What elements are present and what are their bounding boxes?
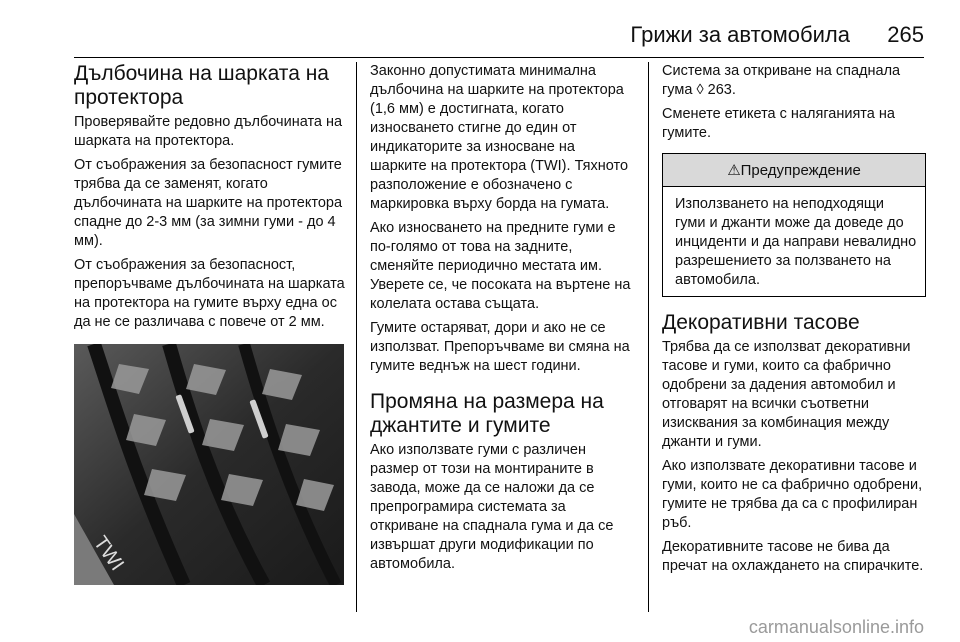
hubcaps-heading: Декоративни тасове xyxy=(662,311,860,334)
section-title: Грижи за автомобила xyxy=(630,22,850,47)
tire-tread-illustration xyxy=(74,344,344,585)
warning-title: ⚠Предупреждение xyxy=(663,154,925,187)
cross-reference-link[interactable]: Система за откриване на спаднала гума ◊ 263. xyxy=(662,63,901,98)
twi-label: TWI xyxy=(88,532,128,575)
column-left xyxy=(74,62,346,585)
wheel-size-heading: Промяна на размера на джантите и гумите xyxy=(370,390,604,437)
header-rule xyxy=(74,57,924,58)
column-middle xyxy=(370,62,634,579)
warning-text: Използването на неподходящи гуми и джанти може да доведе до инциденти и да направи невалидно разрешението за ползването на автомобила. xyxy=(675,196,917,288)
column-right xyxy=(662,62,926,581)
warning-box xyxy=(662,153,926,297)
paragraph: Декоративните тасове не бива да пречат на охлаждането на спирачките. xyxy=(662,539,924,574)
watermark: carmanualsonline.info xyxy=(748,617,924,637)
tread-depth-heading: Дълбочина на шарката на протектора xyxy=(74,62,329,109)
paragraph: Проверявайте редовно дълбочината на шарката на протектора. xyxy=(74,114,343,149)
paragraph: Законно допустимата минимална дълбочина на шарките на протектора (1,6 мм) е достигната, когато износването стигне до един от индикаторите за износване на шарките на протектора (TWI). Тяхното разположение е обозначено с маркировка върху борда на гумата. xyxy=(370,63,629,212)
paragraph: Ако износването на предните гуми е по-голямо от това на задните, сменяйте периодично местата им. Уверете се, че посоката на въртене на колелата остава същата. xyxy=(370,220,631,312)
page-header xyxy=(0,0,960,60)
column-divider-left xyxy=(356,62,357,612)
paragraph: Ако използвате декоративни тасове и гуми, които не са фабрично одобрени, гумите не трябва да са с профилиран ръб. xyxy=(662,458,923,531)
paragraph: Трябва да се използват декоративни тасове и гуми, които са фабрично одобрени за дадения автомобил и отговарят на всички съответни изисквания за комбинация между джанти и гуми. xyxy=(662,339,911,450)
paragraph: Гумите остаряват, дори и ако не се използват. Препоръчваме ви смяна на гумите веднъж на шест години. xyxy=(370,320,630,374)
paragraph: От съображения за безопасност гумите трябва да се заменят, когато дълбочината на шарките на протектора спадне до 2-3 мм (за зимни гуми - до 4 мм). xyxy=(74,157,343,249)
paragraph: Сменете етикета с наляганията на гумите. xyxy=(662,106,895,141)
paragraph: От съображения за безопасност, препоръчваме дълбочината на шарката на протектора на гумите върху една ос да не се различава с повече от 2 мм. xyxy=(74,257,345,330)
column-divider-right xyxy=(648,62,649,612)
paragraph: Ако използвате гуми с различен размер от този на монтираните в завода, може да се наложи да се препрограмира системата за откриване на спаднала гума и да се извършат други модификации по автомобила. xyxy=(370,442,614,572)
page-number: 265 xyxy=(887,22,924,47)
